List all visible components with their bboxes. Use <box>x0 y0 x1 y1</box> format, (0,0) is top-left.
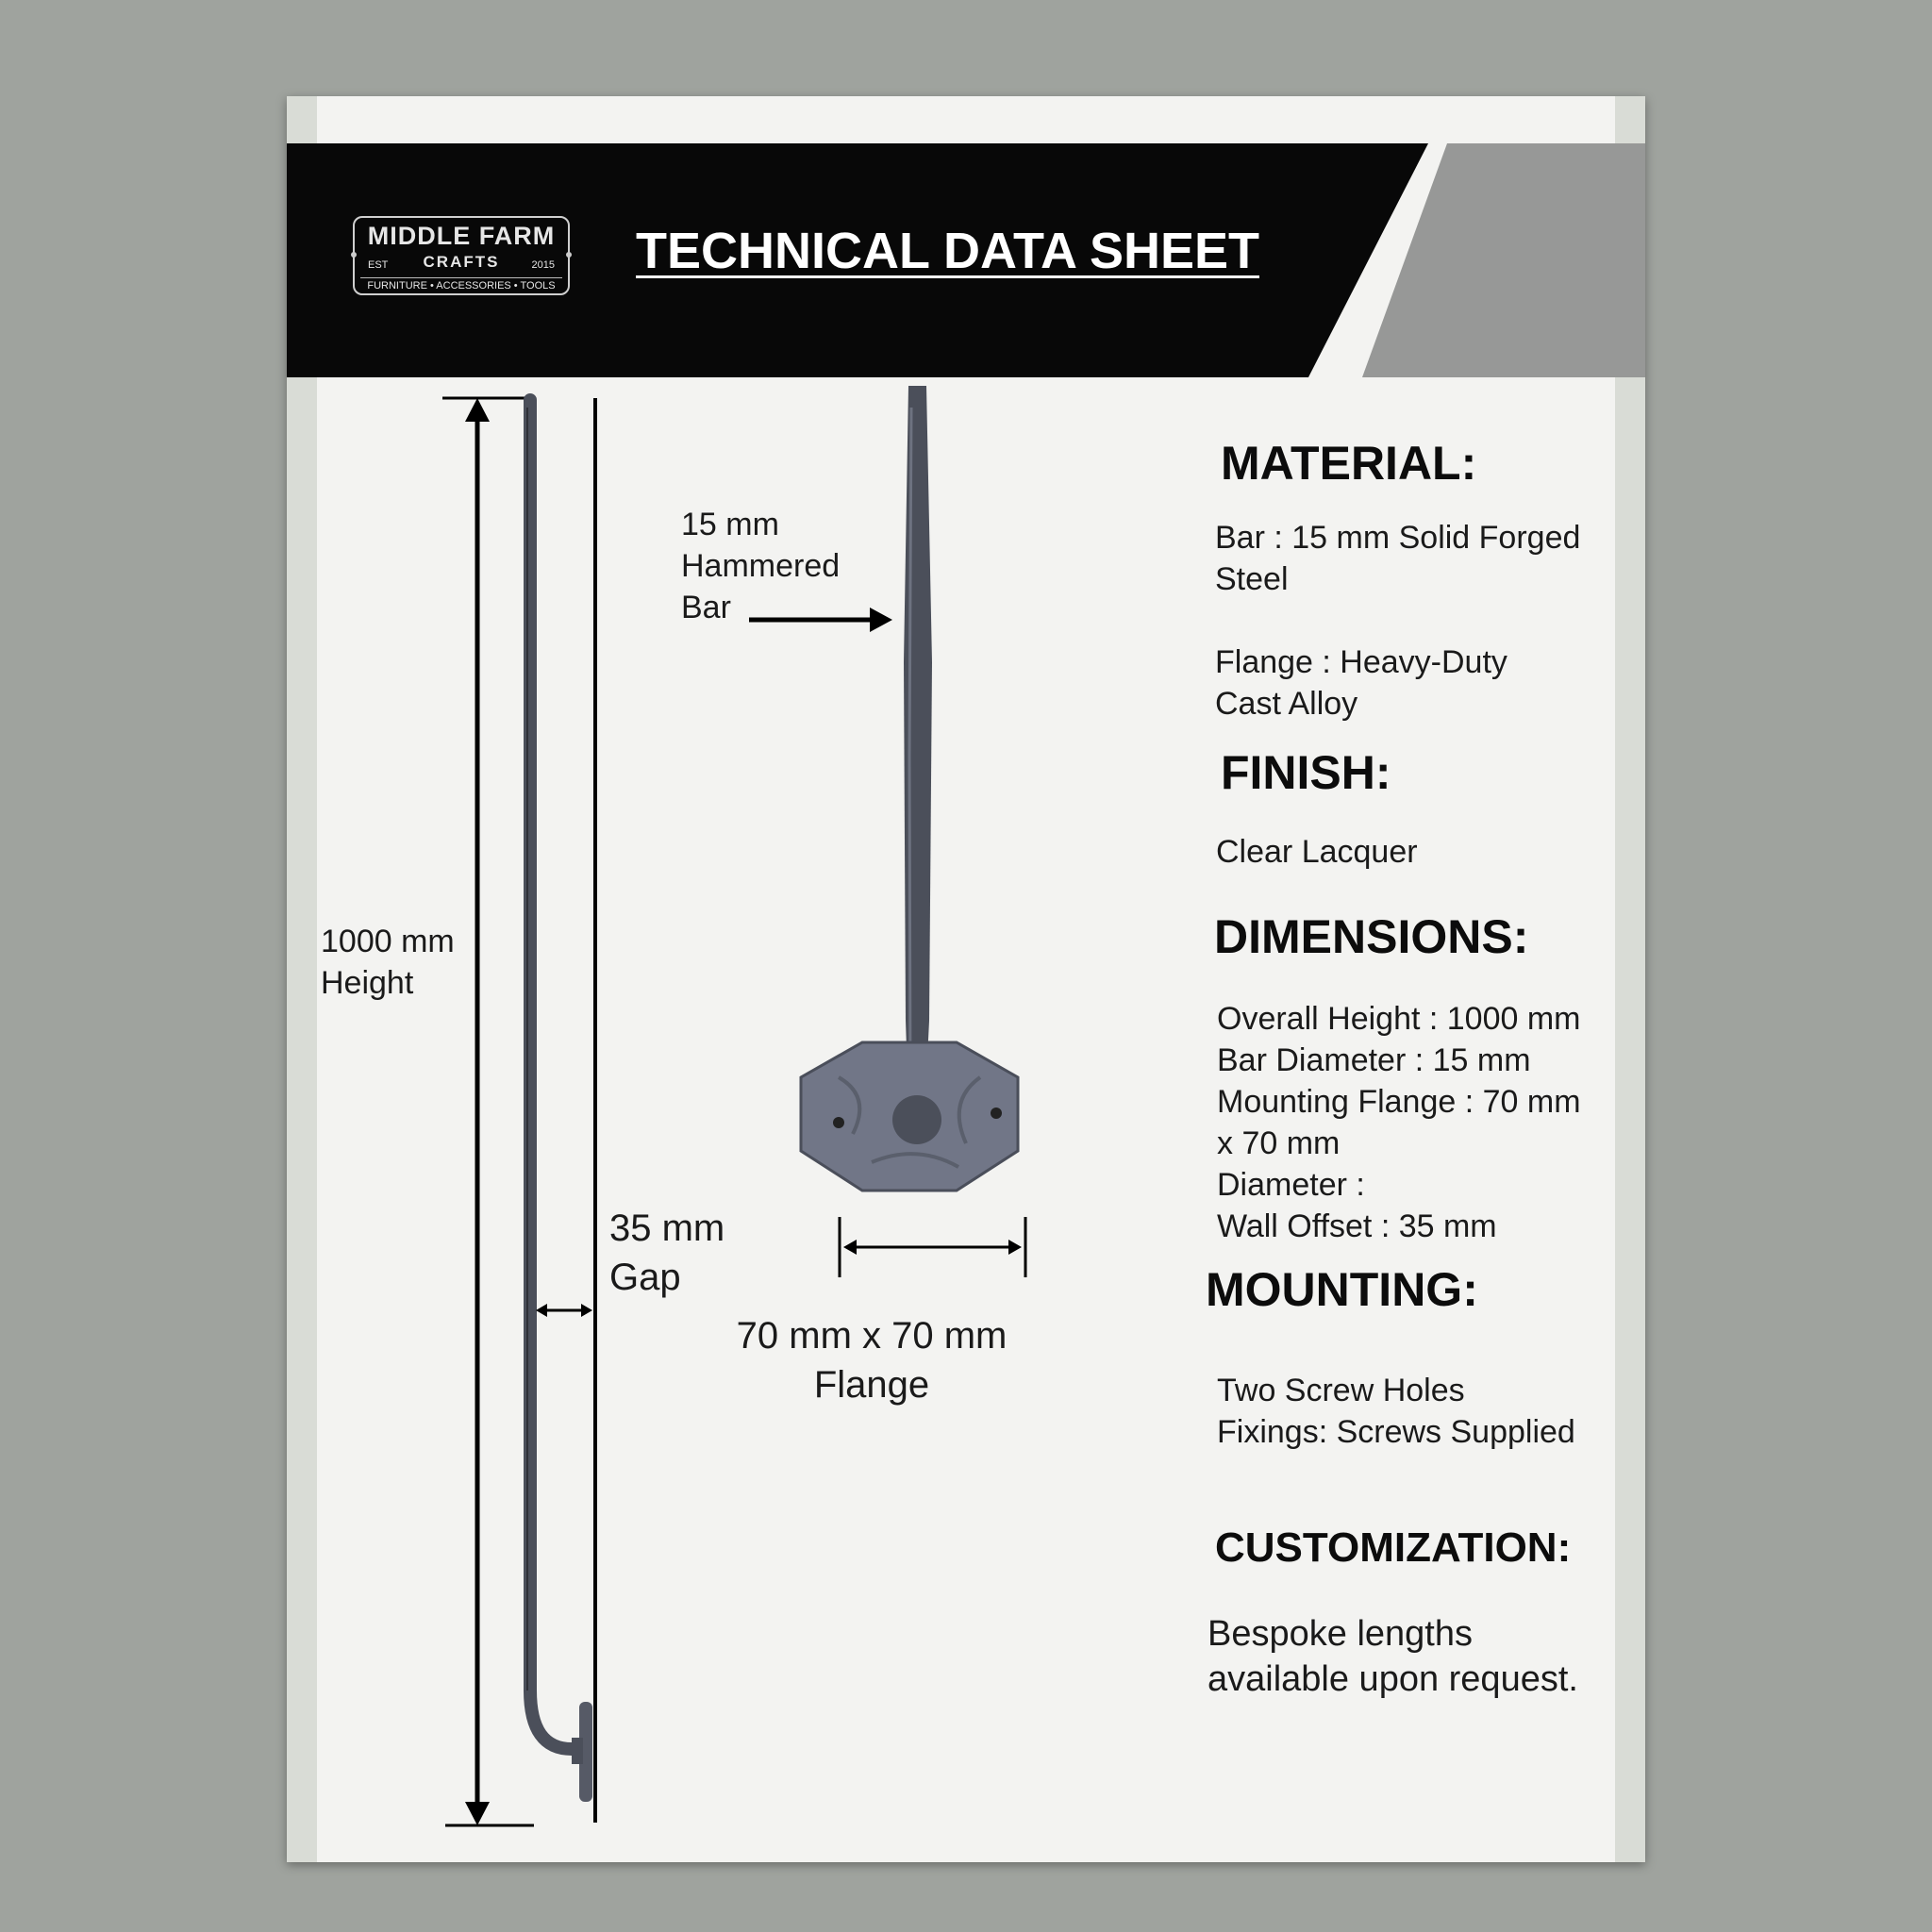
customization-line: available upon request. <box>1208 1659 1578 1699</box>
customization-line: Bespoke lengths <box>1208 1614 1473 1654</box>
customization-heading: CUSTOMIZATION: <box>1215 1524 1572 1571</box>
page-title: TECHNICAL DATA SHEET <box>636 223 1259 279</box>
logo-tagline: FURNITURE • ACCESSORIES • TOOLS <box>360 277 562 291</box>
height-label <box>321 921 455 1004</box>
dimension-line: Mounting Flange : 70 mm <box>1217 1084 1581 1120</box>
dimension-line: x 70 mm <box>1217 1125 1341 1161</box>
gap-label-text: Gap <box>609 1257 681 1298</box>
mounting-line: Fixings: Screws Supplied <box>1217 1414 1575 1450</box>
bar-label-value: 15 mm <box>681 507 779 542</box>
gap-label-value: 35 mm <box>609 1208 725 1249</box>
finish-value: Clear Lacquer <box>1216 834 1418 870</box>
arrow-down-icon <box>465 1802 490 1825</box>
mounting-list <box>1217 1370 1575 1453</box>
dimensions-list <box>1217 998 1581 1247</box>
screw-hole-icon <box>833 1117 844 1128</box>
gap-dimension-arrow <box>536 1304 592 1317</box>
flange-label <box>692 1311 1051 1409</box>
material-bar <box>1215 517 1580 600</box>
material-bar-line-1: Bar : 15 mm Solid Forged <box>1215 520 1581 556</box>
material-flange <box>1215 641 1507 724</box>
material-flange-line-2: Cast Alloy <box>1215 686 1358 722</box>
bar-label-text: Hammered <box>681 548 841 584</box>
logo-name: MIDDLE FARM <box>367 222 556 250</box>
logo-subname: CRAFTS <box>423 253 500 271</box>
bar-label-text-2: Bar <box>681 590 731 625</box>
dimensions-heading: DIMENSIONS: <box>1214 910 1529 963</box>
customization-text <box>1208 1611 1578 1702</box>
logo-est: EST <box>368 259 389 271</box>
arrow-up-icon <box>465 398 490 422</box>
screw-hole-icon <box>991 1108 1002 1119</box>
rail-diagram <box>287 96 1645 1862</box>
logo-year: 2015 <box>531 259 555 271</box>
material-bar-line-2: Steel <box>1215 561 1289 597</box>
material-flange-line-1: Flange : Heavy-Duty <box>1215 644 1507 680</box>
height-label-text: Height <box>321 965 414 1001</box>
height-label-value: 1000 mm <box>321 924 455 959</box>
rail-side-view <box>527 400 592 1802</box>
dimension-line: Overall Height : 1000 mm <box>1217 1001 1581 1037</box>
flange-dimension-line <box>840 1217 1025 1277</box>
gap-label <box>609 1204 724 1302</box>
mounting-heading: MOUNTING: <box>1206 1263 1478 1316</box>
flange-label-text: Flange <box>813 1364 930 1406</box>
bar-label <box>681 504 840 628</box>
dimension-line: Bar Diameter : 15 mm <box>1217 1042 1531 1078</box>
flange-label-value: 70 mm x 70 mm <box>736 1315 1008 1357</box>
dimension-line: Wall Offset : 35 mm <box>1217 1208 1497 1244</box>
mounting-line: Two Screw Holes <box>1217 1373 1465 1408</box>
data-sheet <box>287 96 1645 1862</box>
material-heading: MATERIAL: <box>1221 437 1477 490</box>
finish-heading: FINISH: <box>1221 746 1391 799</box>
dimension-line: Diameter : <box>1217 1167 1365 1203</box>
height-dimension-line <box>442 398 534 1825</box>
